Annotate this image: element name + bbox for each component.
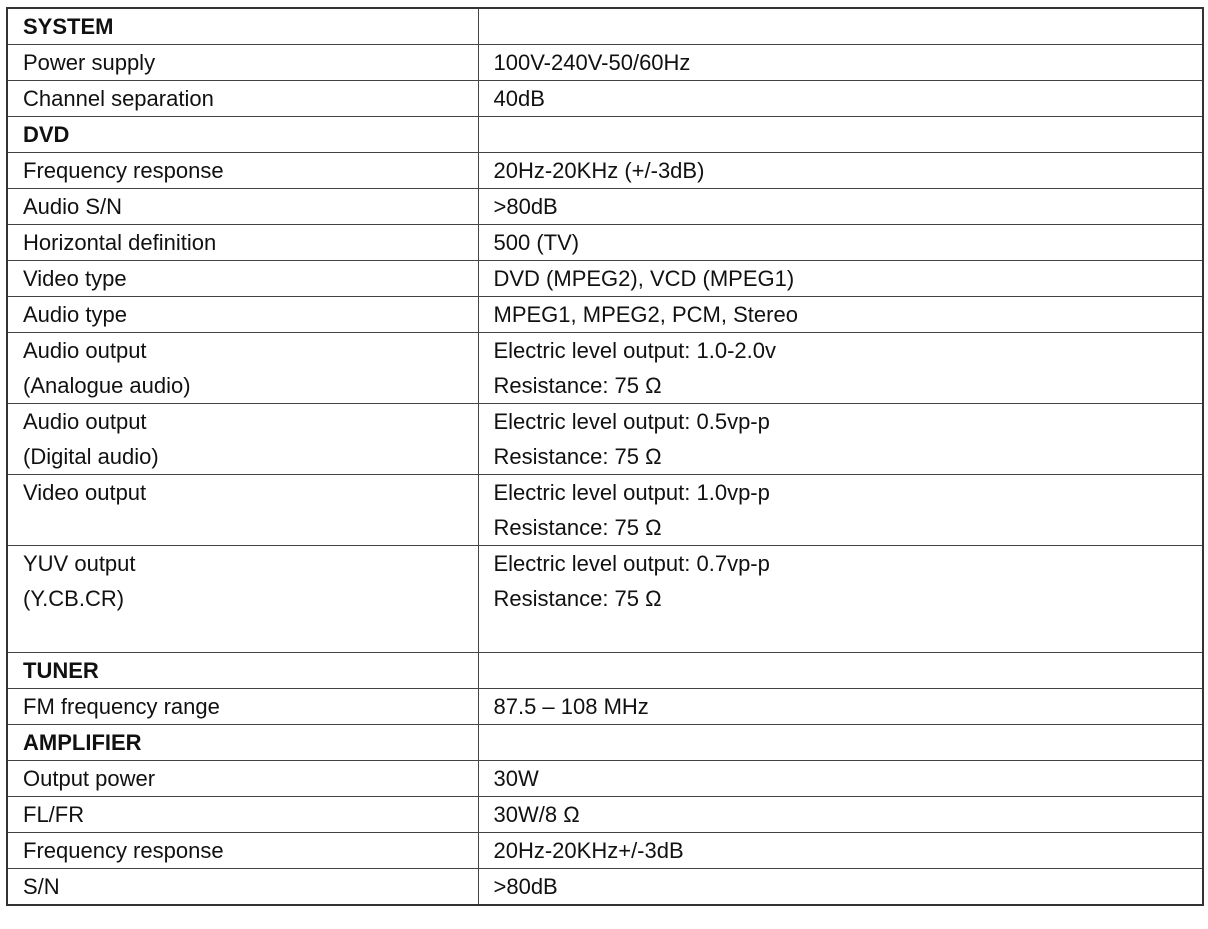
section-header-row — [7, 725, 1203, 761]
spec-value-line: MPEG1, MPEG2, PCM, Stereo — [493, 302, 798, 327]
spec-row — [7, 225, 1203, 261]
spec-value-line: Resistance: 75 Ω — [493, 373, 662, 398]
spec-row — [7, 797, 1203, 833]
spec-value-line: 30W — [493, 766, 539, 791]
spec-label-line: Audio type — [23, 302, 127, 327]
spec-label-line: Audio output — [23, 338, 147, 363]
spec-value — [478, 189, 1203, 225]
spec-label — [7, 833, 478, 869]
spec-label — [7, 81, 478, 117]
spec-label-line: Output power — [23, 766, 156, 791]
spec-value-line: >80dB — [493, 874, 558, 899]
spec-label — [7, 261, 478, 297]
spec-value-line: Resistance: 75 Ω — [493, 586, 662, 611]
spec-label-line: (Digital audio) — [23, 444, 159, 469]
spec-label — [7, 153, 478, 189]
spec-label-line: Audio output — [23, 409, 147, 434]
spec-label-line: Horizontal definition — [23, 230, 217, 255]
spec-value — [478, 546, 1203, 653]
spec-value-line: 30W/8 Ω — [493, 802, 580, 827]
spec-row — [7, 404, 1203, 475]
spec-value — [478, 81, 1203, 117]
spec-value-line: 40dB — [493, 86, 545, 111]
spec-value-line: Resistance: 75 Ω — [493, 444, 662, 469]
spec-row — [7, 297, 1203, 333]
spec-value-line: DVD (MPEG2), VCD (MPEG1) — [493, 266, 795, 291]
spec-row — [7, 81, 1203, 117]
spec-row — [7, 261, 1203, 297]
section-title: TUNER — [7, 653, 478, 689]
spec-label-line: Audio S/N — [23, 194, 123, 219]
spec-row — [7, 475, 1203, 546]
spec-value — [478, 475, 1203, 546]
spec-label — [7, 297, 478, 333]
spec-value — [478, 225, 1203, 261]
spec-value — [478, 153, 1203, 189]
spec-value-line: 500 (TV) — [493, 230, 580, 255]
spec-value-line: 100V-240V-50/60Hz — [493, 50, 691, 75]
spec-value — [478, 725, 1203, 761]
spec-value — [478, 689, 1203, 725]
spec-label — [7, 225, 478, 261]
spec-label-line: Frequency response — [23, 158, 224, 183]
spec-value — [478, 333, 1203, 404]
spec-label-line: (Y.CB.CR) — [23, 586, 125, 611]
section-title: AMPLIFIER — [7, 725, 478, 761]
spec-value-line: Electric level output: 0.5vp-p — [493, 409, 770, 434]
spec-label — [7, 761, 478, 797]
spec-label-line: Video type — [23, 266, 127, 291]
spec-value-line: 20Hz-20KHz (+/-3dB) — [493, 158, 705, 183]
spec-label-line: Power supply — [23, 50, 156, 75]
spec-row — [7, 153, 1203, 189]
spec-row — [7, 869, 1203, 906]
spec-table — [6, 7, 1204, 906]
spec-value — [478, 8, 1203, 45]
spec-label-line: FM frequency range — [23, 694, 220, 719]
spec-label — [7, 189, 478, 225]
spec-value — [478, 45, 1203, 81]
spec-value-line: 20Hz-20KHz+/-3dB — [493, 838, 684, 863]
spec-row — [7, 45, 1203, 81]
spec-value-line: >80dB — [493, 194, 558, 219]
spec-value-line: Resistance: 75 Ω — [493, 515, 662, 540]
spec-value — [478, 797, 1203, 833]
section-title: DVD — [7, 117, 478, 153]
spec-label — [7, 333, 478, 404]
spec-label — [7, 45, 478, 81]
spec-label — [7, 404, 478, 475]
spec-value — [478, 869, 1203, 906]
spec-row — [7, 689, 1203, 725]
section-header-row — [7, 117, 1203, 153]
section-title: SYSTEM — [7, 8, 478, 45]
spec-value — [478, 653, 1203, 689]
spec-row — [7, 546, 1203, 653]
spec-row — [7, 189, 1203, 225]
spec-value — [478, 297, 1203, 333]
spec-row — [7, 833, 1203, 869]
spec-label-line: S/N — [23, 874, 60, 899]
spec-label-line: (Analogue audio) — [23, 373, 191, 398]
spec-row — [7, 333, 1203, 404]
spec-label — [7, 475, 478, 546]
spec-row — [7, 761, 1203, 797]
spec-label — [7, 689, 478, 725]
spec-value-line: Electric level output: 1.0-2.0v — [493, 338, 776, 363]
spec-value — [478, 761, 1203, 797]
spec-label-line: FL/FR — [23, 802, 85, 827]
spec-label — [7, 797, 478, 833]
spec-label — [7, 869, 478, 906]
spec-label-line: Video output — [23, 480, 147, 505]
spec-label-line: YUV output — [23, 551, 136, 576]
spec-value — [478, 833, 1203, 869]
spec-label-line: Frequency response — [23, 838, 224, 863]
spec-value-line: Electric level output: 0.7vp-p — [493, 551, 770, 576]
spec-label — [7, 546, 478, 653]
spec-table-body — [7, 8, 1203, 905]
spec-value — [478, 261, 1203, 297]
section-header-row — [7, 8, 1203, 45]
section-header-row — [7, 653, 1203, 689]
spec-value — [478, 404, 1203, 475]
spec-value-line: Electric level output: 1.0vp-p — [493, 480, 770, 505]
spec-value — [478, 117, 1203, 153]
spec-value-line: 87.5 – 108 MHz — [493, 694, 649, 719]
spec-label-line: Channel separation — [23, 86, 214, 111]
